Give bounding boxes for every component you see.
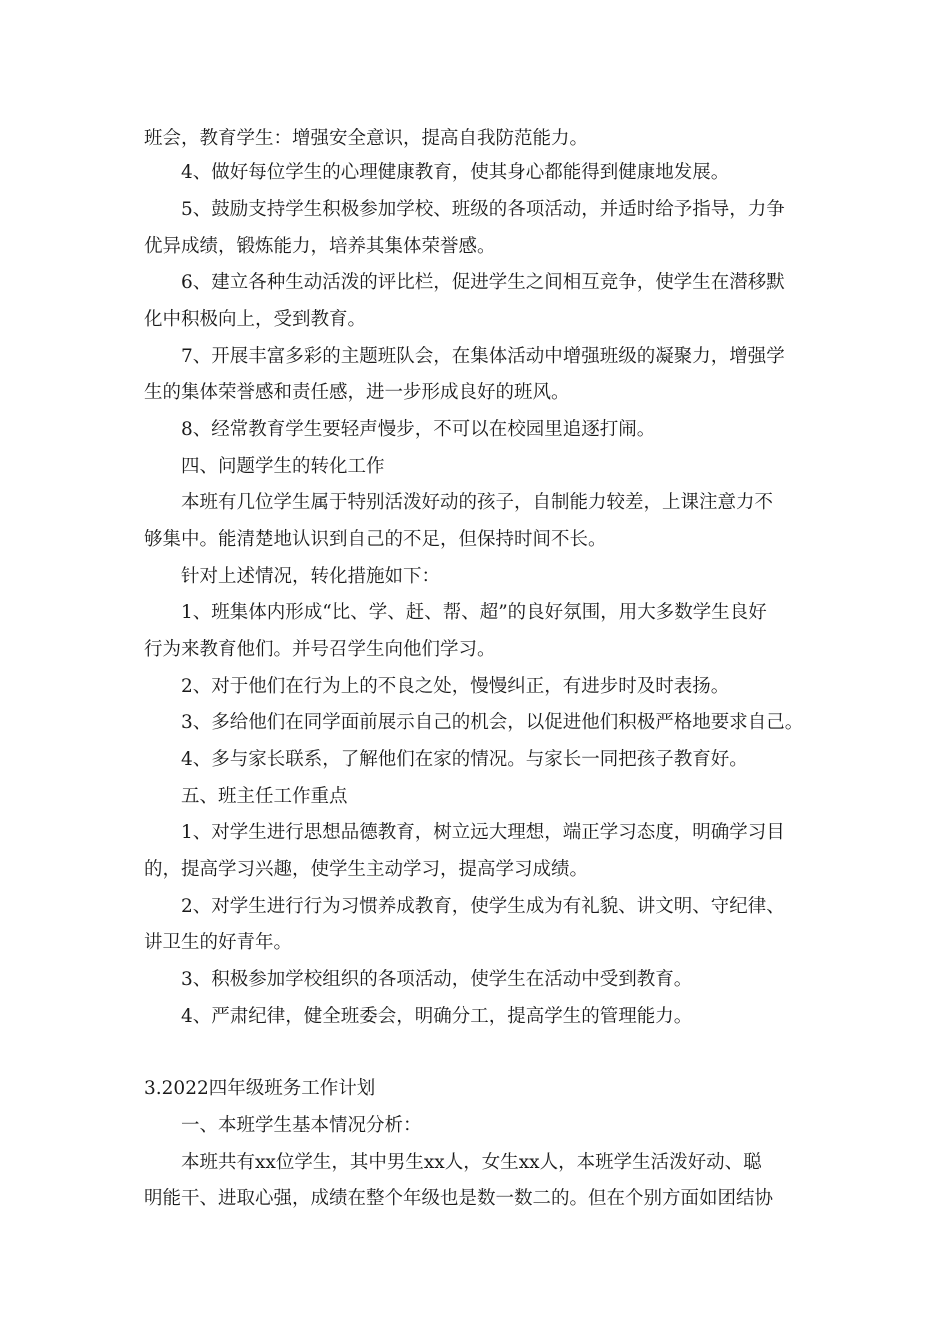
paragraph-line: 行为来教育他们。并号召学生向他们学习。 <box>144 639 496 660</box>
paragraph-line: 2、对于他们在行为上的不良之处，慢慢纠正，有进步时及时表扬。 <box>181 676 730 697</box>
paragraph-line: 够集中。能清楚地认识到自己的不足，但保持时间不长。 <box>144 529 607 550</box>
paragraph-line: 4、做好每位学生的心理健康教育，使其身心都能得到健康地发展。 <box>181 162 730 183</box>
paragraph-line: 4、严肃纪律，健全班委会，明确分工，提高学生的管理能力。 <box>181 1006 693 1027</box>
paragraph-line: 5、鼓励支持学生积极参加学校、班级的各项活动，并适时给予指导，力争 <box>181 199 785 220</box>
paragraph-line: 的，提高学习兴趣，使学生主动学习，提高学习成绩。 <box>144 859 589 880</box>
paragraph-line: 生的集体荣誉感和责任感，进一步形成良好的班风。 <box>144 382 570 403</box>
paragraph-line: 本班共有xx位学生，其中男生xx人，女生xx人，本班学生活泼好动、聪 <box>181 1152 762 1173</box>
paragraph-line: 3、多给他们在同学面前展示自己的机会，以促进他们积极严格地要求自己。 <box>181 712 804 733</box>
paragraph-line: 化中积极向上，受到教育。 <box>144 309 367 330</box>
paragraph-line: 讲卫生的好青年。 <box>144 932 293 953</box>
paragraph-line: 8、经常教育学生要轻声慢步，不可以在校园里追逐打闹。 <box>181 419 656 440</box>
paragraph-line: 2、对学生进行行为习惯养成教育，使学生成为有礼貌、讲文明、守纪律、 <box>181 896 785 917</box>
section-heading: 一、本班学生基本情况分析： <box>181 1115 422 1136</box>
paragraph-line: 1、对学生进行思想品德教育，树立远大理想，端正学习态度，明确学习目 <box>181 822 785 843</box>
paragraph-line: 7、开展丰富多彩的主题班队会，在集体活动中增强班级的凝聚力，增强学 <box>181 346 785 367</box>
section-heading: 五、班主任工作重点 <box>181 786 348 807</box>
paragraph-line: 本班有几位学生属于特别活泼好动的孩子，自制能力较差，上课注意力不 <box>181 492 774 513</box>
paragraph-line: 明能干、进取心强，成绩在整个年级也是数一数二的。但在个别方面如团结协 <box>144 1188 774 1209</box>
paragraph-line: 4、多与家长联系，了解他们在家的情况。与家长一同把孩子教育好。 <box>181 749 748 770</box>
paragraph-line: 3、积极参加学校组织的各项活动，使学生在活动中受到教育。 <box>181 969 693 990</box>
paragraph-line: 班会，教育学生：增强安全意识，提高自我防范能力。 <box>144 128 589 149</box>
paragraph-line: 针对上述情况，转化措施如下： <box>181 566 441 587</box>
paragraph-line: 6、建立各种生动活泼的评比栏，促进学生之间相互竞争，使学生在潜移默 <box>181 272 785 293</box>
paragraph-line: 优异成绩，锻炼能力，培养其集体荣誉感。 <box>144 236 496 257</box>
document-subtitle: 3.2022四年级班务工作计划 <box>144 1078 376 1099</box>
section-heading: 四、问题学生的转化工作 <box>181 456 385 477</box>
paragraph-line: 1、班集体内形成“比、学、赶、帮、超”的良好氛围，用大多数学生良好 <box>181 602 767 623</box>
